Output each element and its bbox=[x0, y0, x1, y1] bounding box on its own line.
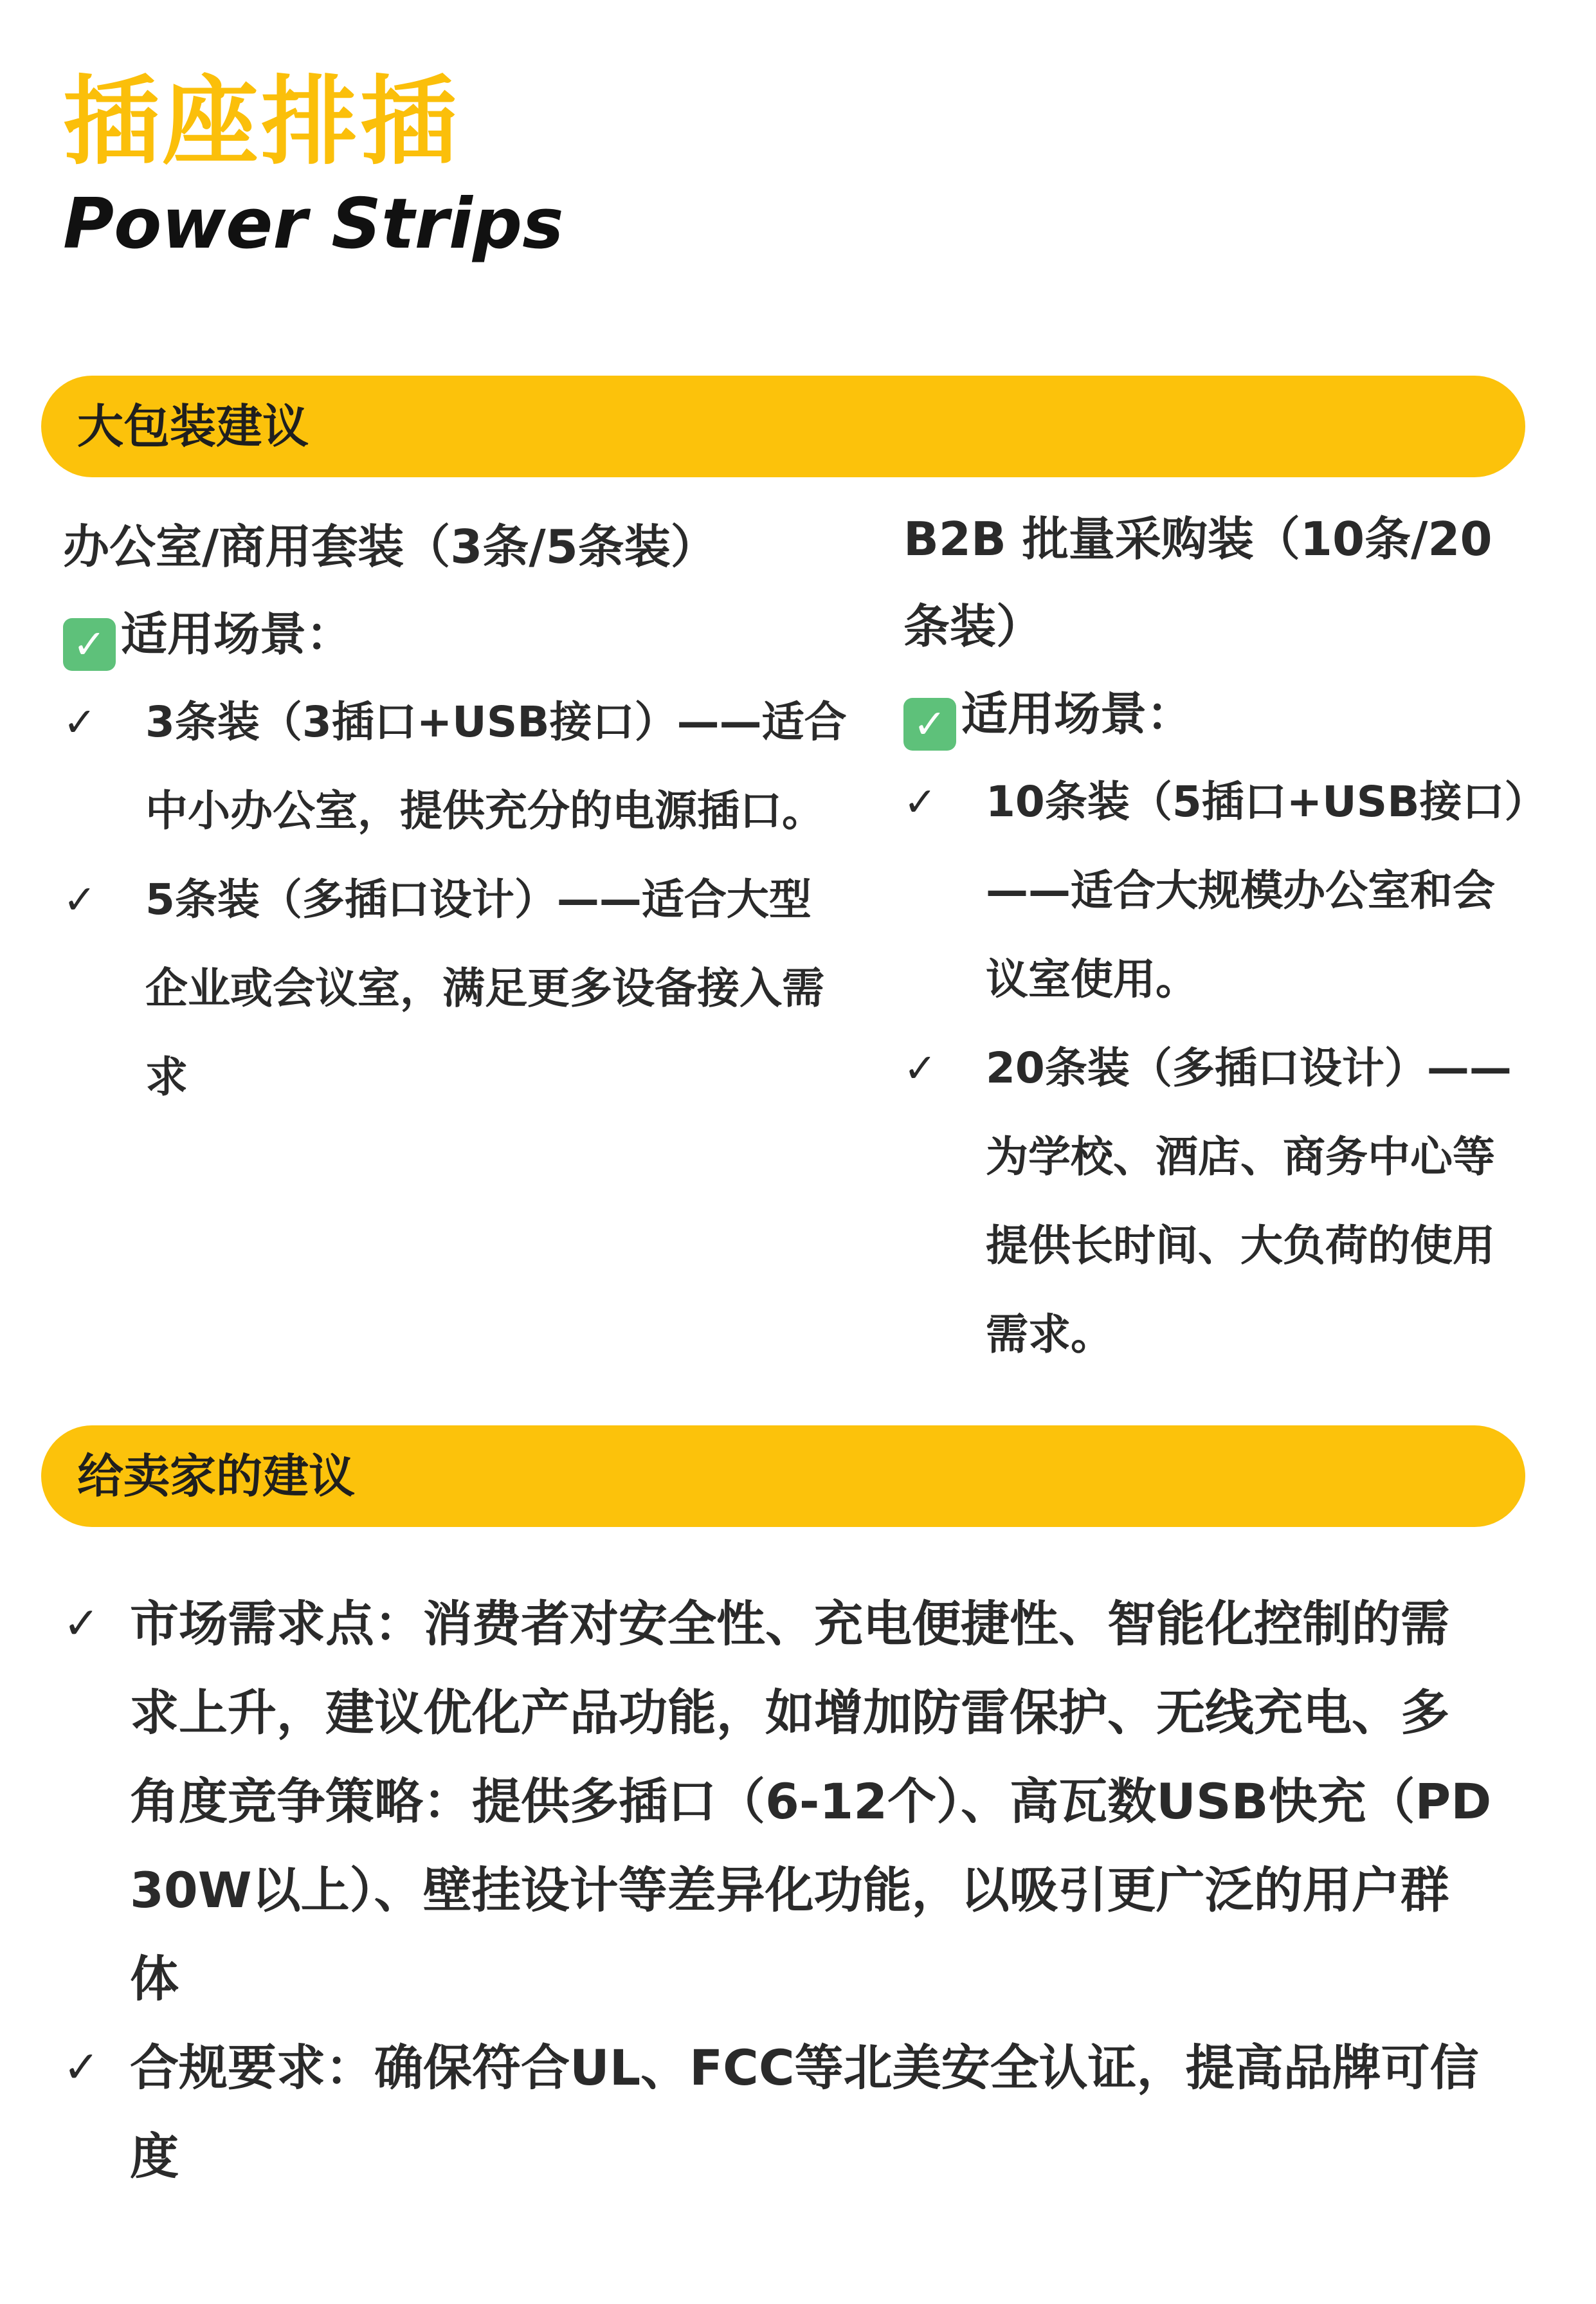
section-banner-title: 给卖家的建议 bbox=[77, 1449, 356, 1503]
check-mark-icon: ✓ bbox=[63, 699, 96, 745]
right-scenario-label bbox=[903, 670, 1521, 758]
left-scenario-label bbox=[63, 590, 848, 678]
list-item-text: 10条装（5插口+USB接口）——适合大规模办公室和会议室使用。 bbox=[986, 777, 1526, 1004]
check-box-icon: ✓ bbox=[903, 698, 956, 751]
check-mark-icon: ✓ bbox=[903, 778, 937, 825]
scenario-label-text: 适用场景： bbox=[961, 687, 1193, 741]
check-mark-icon: ✓ bbox=[63, 1598, 100, 1649]
list-item bbox=[903, 758, 1526, 1024]
check-box-icon: ✓ bbox=[63, 618, 116, 671]
list-item bbox=[63, 855, 853, 1122]
right-column bbox=[903, 495, 1526, 1379]
list-item-text: 3条装（3插口+USB接口）——适合中小办公室，提供充分的电源插口。 bbox=[145, 697, 847, 836]
section-banner-seller-advice bbox=[41, 1425, 1525, 1527]
section-banner-packaging bbox=[41, 376, 1525, 477]
check-mark-icon: ✓ bbox=[63, 2042, 100, 2093]
list-item bbox=[63, 678, 853, 855]
page-title: 插座排插 bbox=[63, 66, 460, 178]
left-column-title: 办公室/商用套装（3条/5条装） bbox=[63, 520, 717, 574]
left-item-list bbox=[63, 678, 853, 1122]
list-item-text: 20条装（多插口设计）——为学校、酒店、商务中心等提供长时间、大负荷的使用需求。 bbox=[986, 1043, 1512, 1359]
list-item bbox=[63, 1580, 1493, 2024]
seller-advice-list bbox=[63, 1580, 1493, 2201]
page-subtitle: Power Strips bbox=[63, 184, 564, 264]
list-item bbox=[63, 2024, 1493, 2201]
right-item-list bbox=[903, 758, 1526, 1379]
list-item bbox=[903, 1024, 1526, 1379]
list-item-text: 合规要求：确保符合UL、FCC等北美安全认证，提高品牌可信度 bbox=[130, 2039, 1479, 2185]
right-column-title: B2B 批量采购装（10条/20条装） bbox=[903, 512, 1492, 654]
check-mark-icon: ✓ bbox=[63, 876, 96, 923]
scenario-label-text: 适用场景： bbox=[121, 607, 353, 661]
check-mark-icon: ✓ bbox=[903, 1045, 937, 1092]
list-item-text: 5条装（多插口设计）——适合大型企业或会议室，满足更多设备接入需求 bbox=[145, 875, 824, 1102]
list-item-text: 市场需求点：消费者对安全性、充电便捷性、智能化控制的需求上升，建议优化产品功能，如增加防雷保护、无线充电、多角度竞争策略：提供多插口（6-12个）、高瓦数USB快充（PD 30W以上）、壁挂设计等差异化功能，以吸引更广泛的用户群体 bbox=[130, 1595, 1492, 2007]
section-banner-title: 大包装建议 bbox=[77, 399, 309, 453]
left-column bbox=[63, 503, 848, 1122]
